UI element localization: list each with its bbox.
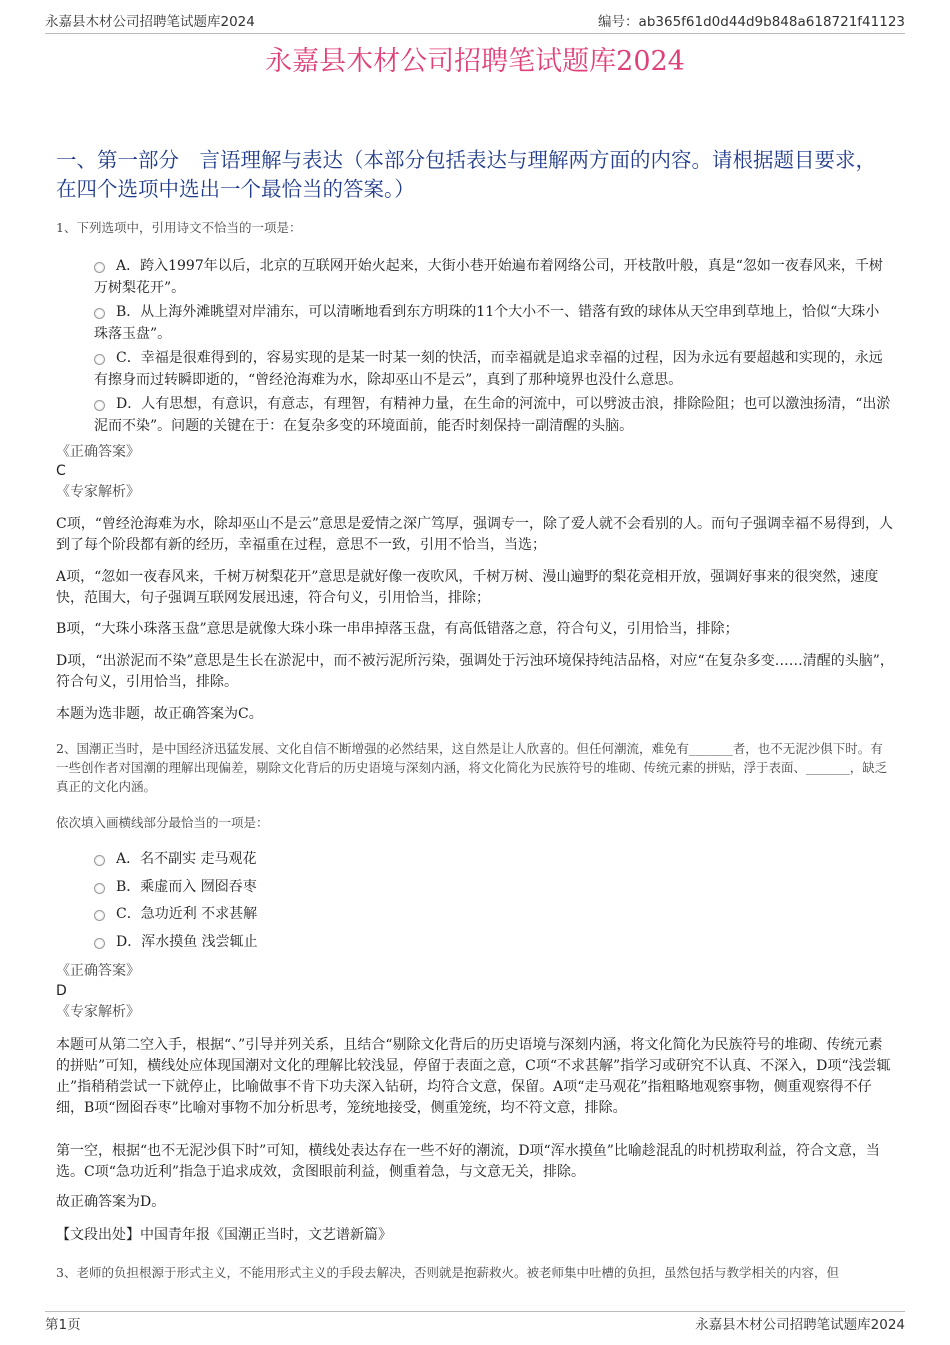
q1-analysis-d: D项，“出淤泥而不染”意思是生长在淤泥中，而不被污泥所污染，强调处于污浊环境保持纯洁品格，对应“在复杂多变……清醒的头脑”，符合句义，引用恰当，排除。	[56, 653, 894, 690]
q1-option-b[interactable]	[94, 301, 892, 345]
q2-answer-label: 《正确答案》	[56, 963, 140, 979]
q1-answer: C	[56, 463, 66, 479]
page-number: 第1页	[45, 1317, 81, 1333]
radio-icon[interactable]	[94, 938, 105, 949]
section-heading: 一、第一部分 言语理解与表达（本部分包括表达与理解两方面的内容。请根据题目要求，在四个选项中选出一个最恰当的答案。）	[56, 148, 876, 201]
q2-option-b[interactable]	[94, 876, 892, 898]
radio-icon[interactable]	[94, 855, 105, 866]
option-text: D．人有思想，有意识，有意志，有理智，有精神力量，在生命的河流中，可以劈波击浪，排除险阻；也可以激浊扬清，“出淤泥而不染”。问题的关键在于：在复杂多变的环境面前，能否时刻保持一副清醒的头脑。	[94, 396, 891, 434]
radio-icon[interactable]	[94, 883, 105, 894]
q2-answer: D	[56, 983, 67, 999]
option-text: C．急功近利 不求甚解	[116, 906, 258, 922]
q1-analysis-b: B项，“大珠小珠落玉盘”意思是就像大珠小珠一串串掉落玉盘，有高低错落之意，符合句义，引用恰当，排除；	[56, 621, 739, 637]
radio-icon[interactable]	[94, 910, 105, 921]
q1-conclusion: 本题为选非题，故正确答案为C。	[56, 706, 263, 722]
q1-analysis-label: 《专家解析》	[56, 484, 140, 500]
q1-option-d[interactable]	[94, 393, 892, 437]
option-text: D．浑水摸鱼 浅尝辄止	[116, 934, 258, 950]
header-doc-title: 永嘉县木材公司招聘笔试题库2024	[45, 14, 255, 30]
option-text: A．名不副实 走马观花	[116, 851, 257, 867]
question-3-stem: 3、老师的负担根源于形式主义，不能用形式主义的手段去解决，否则就是抱薪救火。被老师集中吐槽的负担，虽然包括与教学相关的内容，但	[56, 1265, 839, 1280]
option-text: A．跨入1997年以后，北京的互联网开始火起来，大街小巷开始遍布着网络公司，开枝散叶般，真是“忽如一夜春风来，千树万树梨花开”。	[94, 258, 883, 296]
document-title: 永嘉县木材公司招聘笔试题库2024	[265, 46, 685, 77]
option-text: B．从上海外滩眺望对岸浦东，可以清晰地看到东方明珠的11个大小不一、错落有致的球体从天空串到草地上，恰似“大珠小珠落玉盘”。	[94, 304, 880, 342]
q2-analysis-label: 《专家解析》	[56, 1004, 140, 1020]
q1-analysis-c: C项，“曾经沧海难为水，除却巫山不是云”意思是爱情之深广笃厚，强调专一，除了爱人就不会看别的人。而句子强调幸福不易得到，人到了每个阶段都有新的经历，幸福重在过程，意思不一致，引用不恰当，当选；	[56, 516, 894, 553]
q2-analysis-second-blank: 本题可从第二空入手，根据“、”引导并列关系，且结合“剔除文化背后的历史语境与深刻内涵，将文化简化为民族符号的堆砌、传统元素的拼贴”可知，横线处应体现国潮对文化的理解比较浅显，停留于表面之意，C项“不求甚解”指学习或研究不认真、不深入，D项“浅尝辄止”指稍稍尝试一下就停止，比喻做事不肯下功夫深入钻研，均符合文意，保留。A项“走马观花”指粗略地观察事物，侧重观察得不仔细，B项“囫囵吞枣”比喻对事物不加分析思考，笼统地接受，侧重笼统，均不符文意，排除。	[56, 1037, 891, 1116]
q1-option-c[interactable]	[94, 347, 892, 391]
radio-icon[interactable]	[94, 262, 105, 273]
header-doc-id: 编号：ab365f61d0d44d9b848a618721f41123	[598, 14, 905, 30]
page-footer	[45, 1311, 905, 1333]
q1-analysis-a: A项，“忽如一夜春风来，千树万树梨花开”意思是就好像一夜吹风，千树万树、漫山遍野的梨花竞相开放，强调好事来的很突然，速度快，范围大，句子强调互联网发展迅速，符合句义，引用恰当，排除；	[56, 569, 879, 606]
option-text: C．幸福是很难得到的，容易实现的是某一时某一刻的快活，而幸福就是追求幸福的过程，因为永远有要超越和实现的，永远有擦身而过转瞬即逝的，“曾经沧海难为水，除却巫山不是云”，真到了那种境界也没什么意思。	[94, 350, 883, 388]
q2-option-d[interactable]	[94, 931, 892, 953]
q2-source: 【文段出处】中国青年报《国潮正当时，文艺谱新篇》	[56, 1227, 392, 1243]
option-text: B．乘虚而入 囫囵吞枣	[116, 879, 257, 895]
question-2-prompt: 依次填入画横线部分最恰当的一项是：	[56, 815, 269, 830]
q2-analysis-first-blank: 第一空，根据“也不无泥沙俱下时”可知，横线处表达存在一些不好的潮流，D项“浑水摸鱼”比喻趁混乱的时机捞取利益，符合文意，当选。C项“急功近利”指急于追求成效，贪图眼前利益，侧重着急，与文意无关，排除。	[56, 1143, 880, 1180]
q2-option-c[interactable]	[94, 903, 892, 925]
radio-icon[interactable]	[94, 354, 105, 365]
question-2-stem: 2、国潮正当时，是中国经济迅猛发展、文化自信不断增强的必然结果，这自然是让人欣喜的。但任何潮流，难免有_______者，也不无泥沙俱下时。有一些创作者对国潮的理解出现偏差，剔除文化背后的历史语境与深刻内涵，将文化简化为民族符号的堆砌、传统元素的拼贴，浮于表面、_______，缺乏真正的文化内涵。	[56, 741, 888, 794]
page-header	[45, 0, 905, 34]
q1-answer-label: 《正确答案》	[56, 444, 140, 460]
radio-icon[interactable]	[94, 400, 105, 411]
q2-conclusion: 故正确答案为D。	[56, 1194, 166, 1210]
q2-option-a[interactable]	[94, 848, 892, 870]
footer-doc-title: 永嘉县木材公司招聘笔试题库2024	[695, 1317, 905, 1333]
q1-option-a[interactable]	[94, 255, 892, 299]
question-1-stem: 1、下列选项中，引用诗文不恰当的一项是：	[56, 220, 302, 235]
radio-icon[interactable]	[94, 308, 105, 319]
